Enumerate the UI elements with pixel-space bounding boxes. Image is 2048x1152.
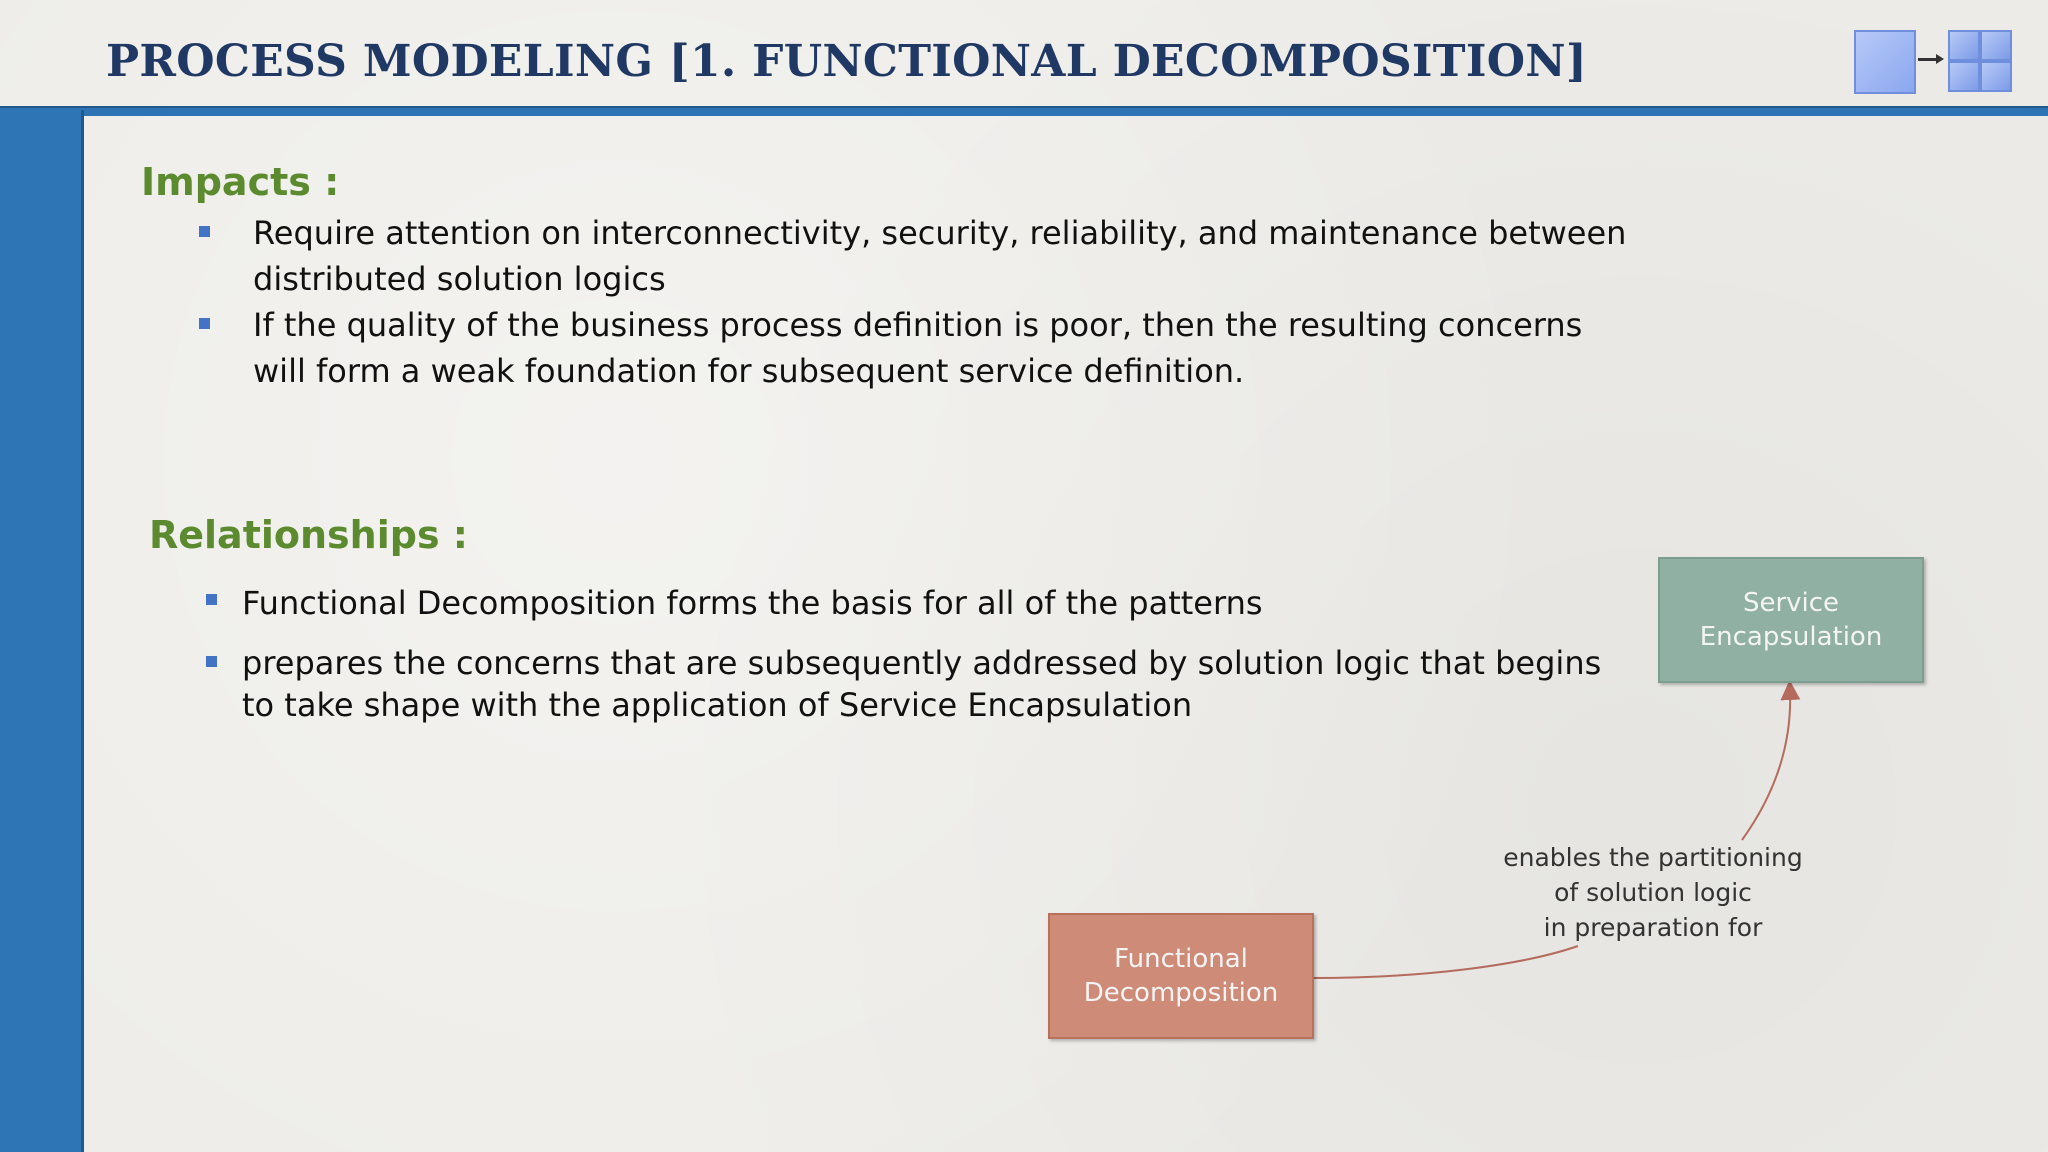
connector-label-line: enables the partitioning	[1503, 843, 1803, 872]
connector-line-lower	[1314, 946, 1578, 978]
box-label-line: Encapsulation	[1699, 622, 1883, 652]
connector-label-line: in preparation for	[1543, 913, 1763, 942]
connector-label	[1480, 840, 1826, 945]
functional-decomposition-box	[1048, 913, 1314, 1039]
relationship-text: prepares the concerns that are subsequently addressed by solution logic that begins to take shape with the application of Service Encapsulation	[242, 644, 1602, 724]
impact-text: If the quality of the business process definition is poor, then the resulting concerns will form a weak foundation for subsequent service definition.	[253, 306, 1583, 390]
relationship-text: Functional Decomposition forms the basis for all of the patterns	[242, 584, 1263, 622]
connector-label-line: of solution logic	[1554, 878, 1752, 907]
impact-text: Require attention on interconnectivity, security, reliability, and maintenance between distributed solution logics	[253, 214, 1627, 298]
slide-title: PROCESS MODELING [1. FUNCTIONAL DECOMPOSITION]	[106, 36, 1587, 87]
box-label-line: Functional	[1114, 944, 1248, 974]
box-label-line: Decomposition	[1083, 978, 1279, 1008]
connector-arrow-upper	[1742, 690, 1790, 840]
box-label-line: Service	[1742, 588, 1840, 618]
service-encapsulation-box	[1658, 557, 1924, 683]
relationships-heading: Relationships :	[149, 513, 468, 557]
impacts-heading: Impacts :	[141, 160, 340, 204]
